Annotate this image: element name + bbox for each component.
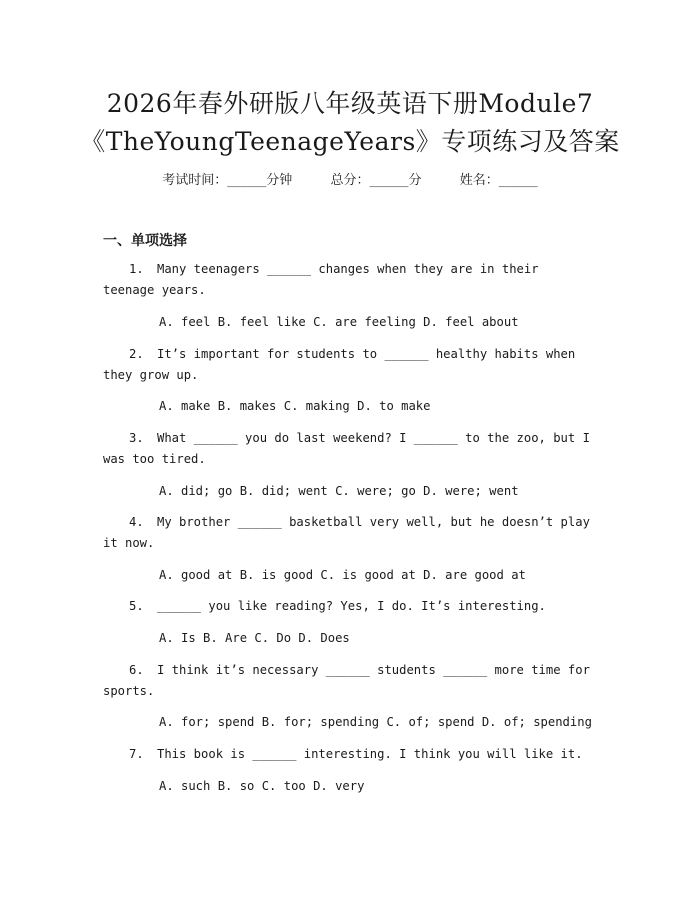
question-text: ______ you like reading? Yes, I do. It’s interesting. [157, 599, 546, 613]
section-heading: 一、单项选择 [103, 233, 187, 249]
question-item [103, 660, 593, 702]
question-text: I think it’s necessary ______ students ______ more time for sports. [103, 663, 590, 698]
question-number: 6. [129, 663, 144, 677]
question-number: 5. [129, 599, 144, 613]
question-number: 3. [129, 431, 144, 445]
document-title-line-2: 《TheYoungTeenageYears》专项练习及答案 [80, 127, 620, 156]
question-number: 1. [129, 262, 144, 276]
question-text: Many teenagers ______ changes when they are in their teenage years. [103, 262, 539, 297]
question-item [103, 428, 593, 470]
total-score-field: 总分：______分 [330, 173, 422, 188]
question-item [103, 596, 593, 617]
question-text: My brother ______ basketball very well, but he doesn’t play it now. [103, 515, 590, 550]
question-text: It’s important for students to ______ healthy habits when they grow up. [103, 347, 576, 382]
question-text: This book is ______ interesting. I think you will like it. [157, 747, 583, 761]
question-options: A. make B. makes C. making D. to make [159, 399, 431, 413]
question-options: A. for; spend B. for; spending C. of; spend D. of; spending [159, 715, 592, 729]
exam-info-line [0, 169, 700, 188]
question-text: What ______ you do last weekend? I ______ to the zoo, but I was too tired. [103, 431, 590, 466]
question-number: 2. [129, 347, 144, 361]
student-name-field: 姓名：______ [459, 173, 538, 188]
question-number: 4. [129, 515, 144, 529]
question-item [103, 744, 593, 765]
question-item [103, 344, 593, 386]
question-options: A. Is B. Are C. Do D. Does [159, 631, 350, 645]
question-options: A. good at B. is good C. is good at D. are good at [159, 568, 526, 582]
exam-time-field: 考试时间：______分钟 [162, 173, 293, 188]
question-item [103, 512, 593, 554]
question-item [103, 259, 593, 301]
question-options: A. feel B. feel like C. are feeling D. feel about [159, 315, 519, 329]
document-title-line-1: 2026年春外研版八年级英语下册Module7 [106, 89, 594, 118]
question-options: A. such B. so C. too D. very [159, 779, 365, 793]
question-number: 7. [129, 747, 144, 761]
question-options: A. did; go B. did; went C. were; go D. were; went [159, 484, 519, 498]
